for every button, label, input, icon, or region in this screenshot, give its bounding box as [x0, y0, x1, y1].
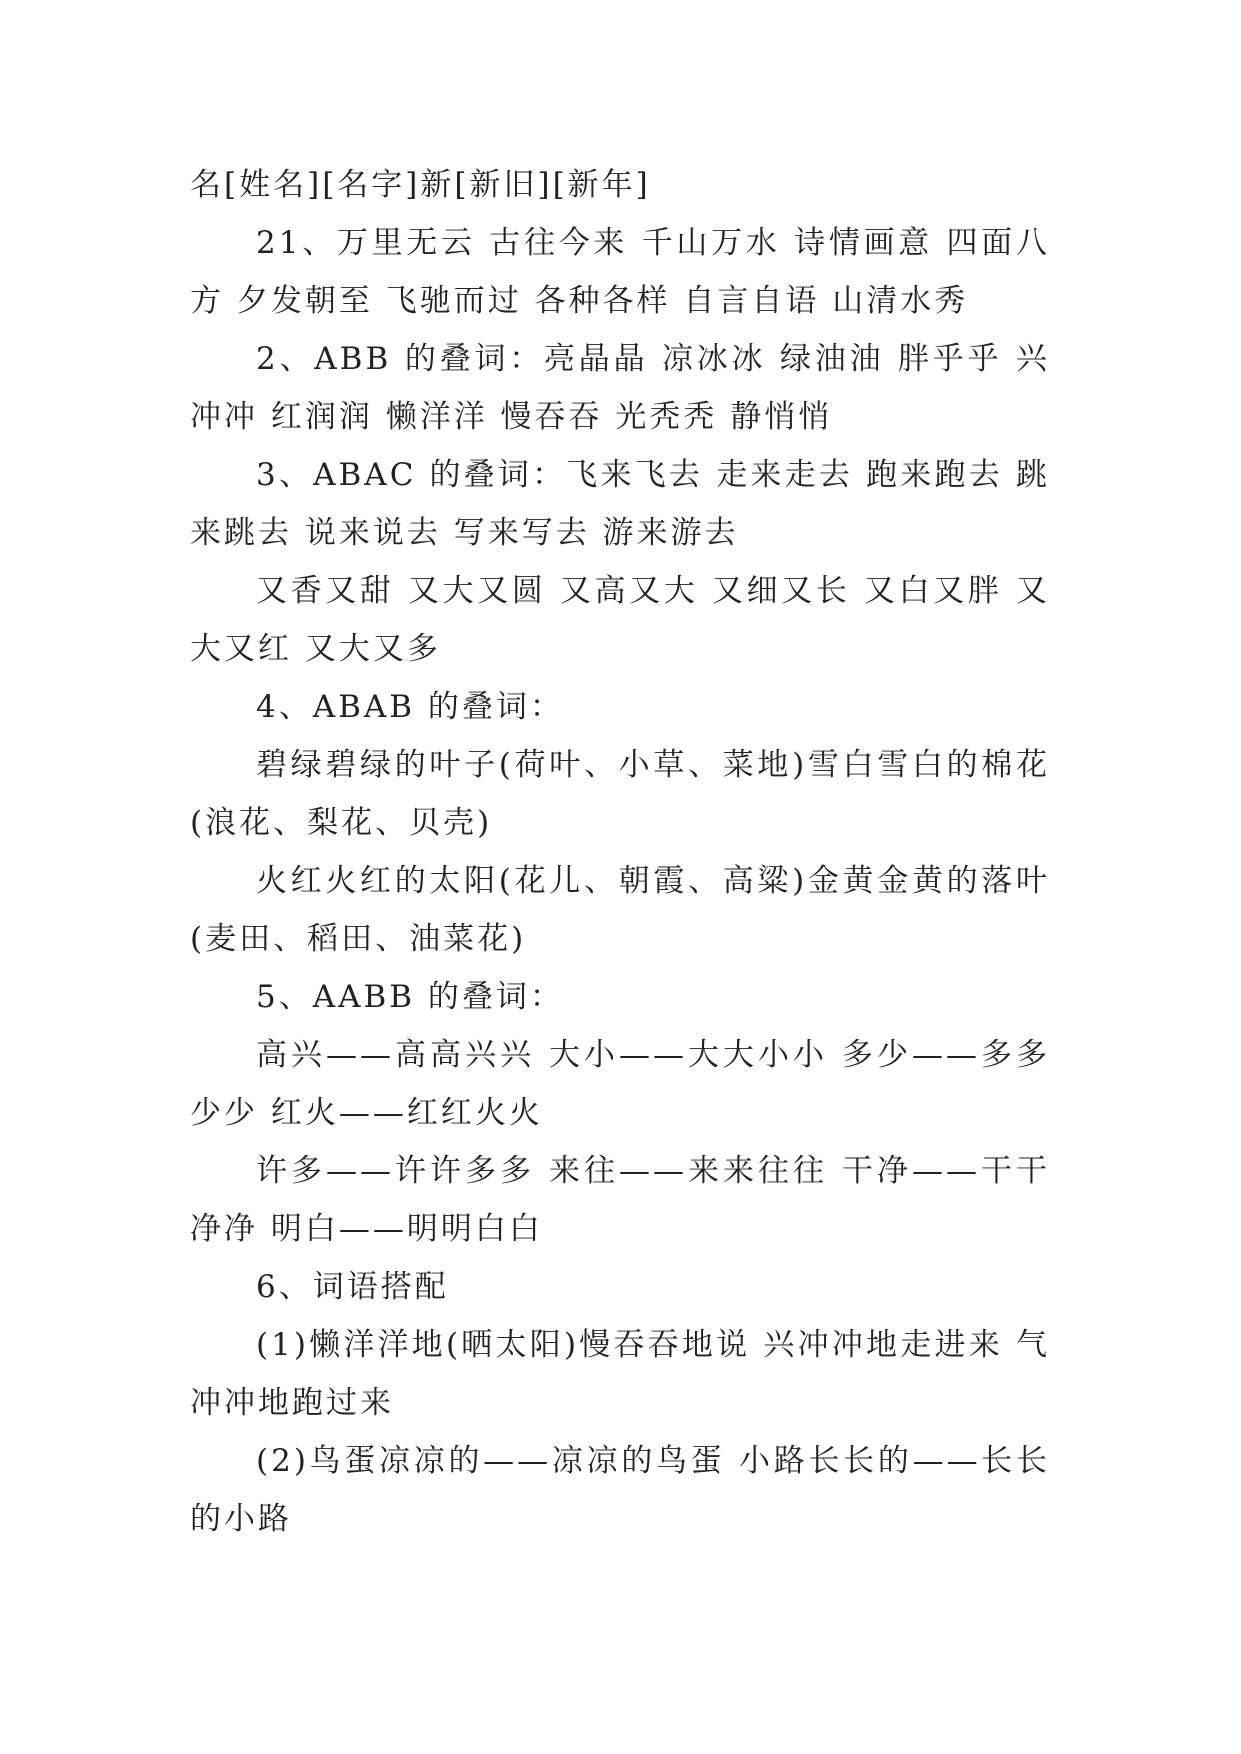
paragraph-aabb-example-2: 许多——许许多多 来往——来来往往 干净——干干净净 明白——明明白白	[190, 1153, 1050, 1247]
paragraph-you-phrases: 又香又甜 又大又圆 又高又大 又细又长 又白又胖 又大又红 又大又多	[190, 573, 1050, 667]
paragraph-item-4-abab-heading: 4、ABAB 的叠词：	[256, 689, 564, 725]
paragraph-item-21-idioms: 21、万里无云 古往今来 千山万水 诗情画意 四面八方 夕发朝至 飞驰而过 各种各样 自言自语 山清水秀	[190, 225, 1050, 319]
document-body	[190, 156, 1050, 1548]
paragraph-item-5-aabb-heading: 5、AABB 的叠词：	[256, 979, 564, 1015]
paragraph-item-2-abb: 2、ABB 的叠词：亮晶晶 凉冰冰 绿油油 胖乎乎 兴冲冲 红润润 懒洋洋 慢吞吞 光秃秃 静悄悄	[190, 341, 1050, 435]
paragraph-item-6-heading: 6、词语搭配	[256, 1269, 449, 1305]
paragraph-aabb-example-1: 高兴——高高兴兴 大小——大大小小 多少——多多少少 红火——红红火火	[190, 1037, 1050, 1131]
paragraph-collocation-2: (2)鸟蛋凉凉的——凉凉的鸟蛋 小路长长的——长长的小路	[190, 1443, 1050, 1537]
paragraph-abab-example-2: 火红火红的太阳(花儿、朝霞、高粱)金黄金黄的落叶(麦田、稻田、油菜花)	[190, 863, 1050, 957]
paragraph-collocation-1: (1)懒洋洋地(晒太阳)慢吞吞地说 兴冲冲地走进来 气冲冲地跑过来	[190, 1327, 1050, 1421]
paragraph-abab-example-1: 碧绿碧绿的叶子(荷叶、小草、菜地)雪白雪白的棉花(浪花、梨花、贝壳)	[190, 747, 1050, 841]
paragraph-continued-word-list: 名[姓名][名字]新[新旧][新年]	[190, 167, 651, 203]
paragraph-item-3-abac: 3、ABAC 的叠词：飞来飞去 走来走去 跑来跑去 跳来跳去 说来说去 写来写去 游来游去	[190, 457, 1050, 551]
